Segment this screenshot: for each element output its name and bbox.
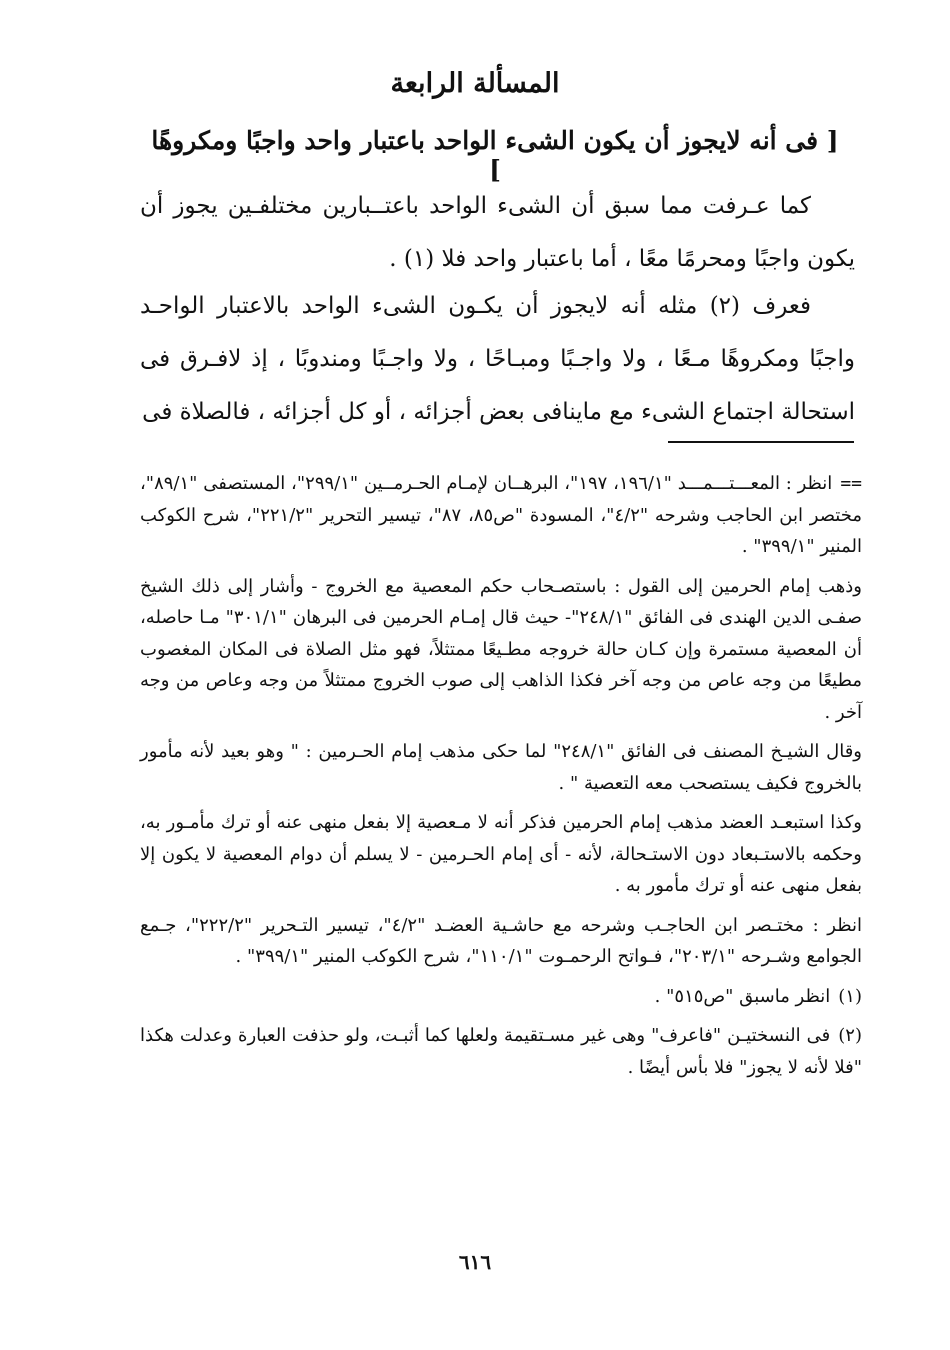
footnote-separator xyxy=(668,441,854,443)
body-paragraph-2: فعرف (٢) مثله أنه لايجوز أن يكـون الشىء الواحد بالاعتبار الواحـد واجبًا ومكروهًا مـعًا ، ولا واجـبًا ومبـاحًا ، ولا واجـبًا ومندوبًا ، إذ لافـرق فى استحالة اجتماع الشىء مع ماينافى بعض أجزائه ، أو كل أجزائه ، فالصلاة فى xyxy=(140,293,855,425)
note-block-2: وذهب إمام الحرمين إلى القول : باستصـحاب حكم المعصية مع الخروج - وأشار إلى ذلك الشيخ صفـى الدين الهندى فى الفائق "٢٤٨/١"- حيث قال إمـام الحرمين فى البرهان "٣٠١/١" مـا حاصله، أن المعصية مستمرة وإن كـان حالة خروجه مطـيعًا ممتثلاً، فهو مثل الصلاة فى المكان المغصوب مطيعًا من وجه عاص من وجه آخر فكذا الذاهب إلى صوب الخروج ممتثلاً من وجه وعاص من وجه آخر . xyxy=(140,575,863,723)
footnotes-area xyxy=(140,468,862,1091)
footnote-2 xyxy=(140,1020,862,1083)
section-heading: المسألة الرابعة xyxy=(390,68,560,99)
footnote-1-number: (١) xyxy=(838,985,862,1007)
body-paragraph-1: كما عـرفت مما سبق أن الشىء الواحد باعتــبارين مختلفـين يجوز أن يكون واجبًا ومحرمًا معًا ، أما باعتبار واحد فلا (١) . xyxy=(140,193,855,272)
note-block-3: وقال الشيـخ المصنف فى الفائق "٢٤٨/١" لما حكى مذهب إمام الحـرمين : " وهو بعيد لأنه مأمور بالخروج فكيف يستصحب معه التعصية " . xyxy=(140,741,862,794)
footnote-2-text: فى النسختيـن "فاعرف" وهى غير مسـتقيمة ولعلها كما أثبـت، ولو حذفت العبارة وعدلت هكذا "فلا لأنه لا يجوز" فلا بأس أيضًا . xyxy=(140,1025,862,1078)
section-subheading: [ فى أنه لايجوز أن يكون الشىء الواحد باعتبار واحد واجبًا ومكروهًا ] xyxy=(151,126,839,184)
continuation-marker: == xyxy=(840,473,862,494)
note-block-1-text: انظر : المعـــتـــمـــد "١٩٦/١، ١٩٧"، البرهــان لإمـام الحـرمــين "٢٩٩/١"، المستصفى "٨٩/١"، مختصر ابن الحاجب وشرحه "٤/٢"، المسودة "ص٨٥، ٨٧"، تيسير التحرير "٢٢١/٢"، شرح الكوكب المنير "٣٩٩/١" . xyxy=(140,473,862,557)
note-block-4: وكذا استبعـد العضد مذهب إمام الحرمين فذكر أنه لا مـعصية إلا بفعل منهى عنه أو ترك مأمـور به، وحكمه بالاستـبعاد دون الاستـحالة، لأنه - أى إمام الحـرمين - لا يسلم أن دوام المعصية لا يكون إلا بفعل منهى عنه أو ترك مأمور به . xyxy=(140,812,862,896)
note-block-5: انظر : مختـصر ابن الحاجـب وشرحه مع حاشـية العضـد "٤/٢"، تيسير التـحرير "٢٢٢/٢"، جـمع الجوامع وشـرحه "٢٠٣/١"، فـواتح الرحمـوت "١١٠/١"، شرح الكوكب المنير "٣٩٩/١" . xyxy=(140,914,863,967)
note-block-1 xyxy=(140,468,862,563)
footnote-2-number: (٢) xyxy=(838,1025,862,1046)
footnote-1-text: انظر ماسبق "ص٥١٥" . xyxy=(654,985,831,1007)
page-number: ٦١٦ xyxy=(458,1250,492,1274)
footnote-1 xyxy=(140,981,862,1013)
